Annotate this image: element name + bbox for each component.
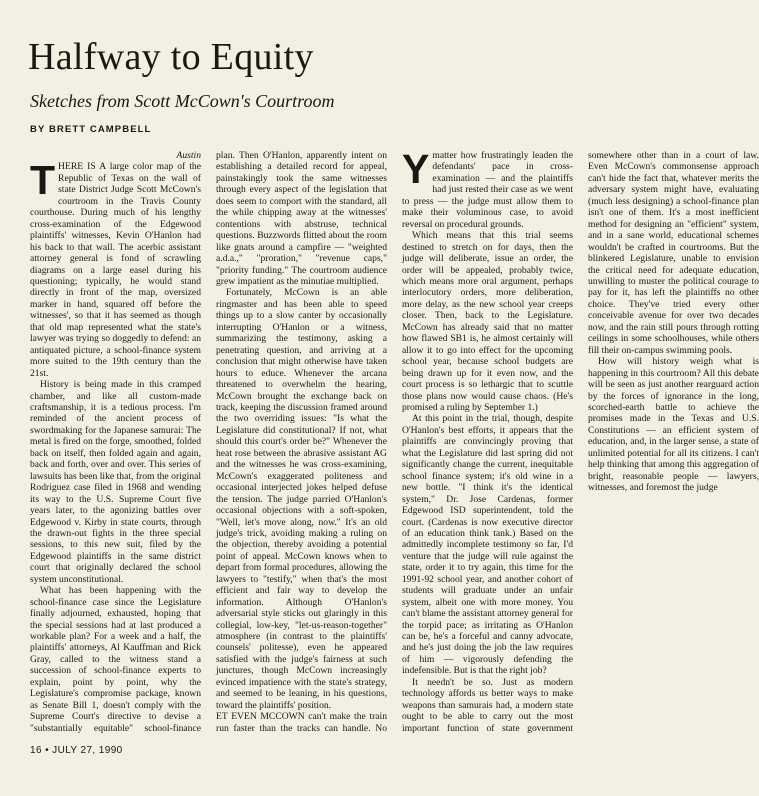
article-paragraph: What has been happening with the school-finance case since the Legislature finally adjourned, exhausted, hoping that the special sessions had at last produced a workable plan? For a week and a half, the plaintiffs' attorneys, Al Kauffman and Rick Gray, called to the witness stand a succession of school-finance experts to explain, point by point, why the Legislature's compromise package, known as Senate Bill 1, doesn't comply with the Supreme Court's directive to devise a "substantially equitable" school-finance plan. Then O'Hanlon, apparently intent on establishing a detailed record for appeal, painstakingly took the same witnesses through every aspect of the legislation that does seem to comport with the standard, all the while chipping away at the witnesses' contentions with abstruse, technical questions. Buzzwords flitted about the room like gnats around a campfire — "weighted a.d.a.," "proration," "revenue caps," "priority funding." The courtroom audience grew impatient as the minutiae multiplied. bbox=[30, 150, 387, 734]
article-dateline: Austin bbox=[176, 150, 201, 161]
article-headline: Halfway to Equity bbox=[28, 36, 314, 78]
article-paragraph: THERE IS A large color map of the Republic of Texas on the wall of state District Judge Scott McCown's courtroom in the Travis County courthouse. During much of his lengthy cross-examination of the Edgewood plaintiffs' witnesses, Kevin O'Hanlon had his back to that wall. The acerbic assistant attorney general is fond of scrawling diagrams on a large easel during his questioning; typically, he would stand directly in front of the map, oversized marker in hand, squared off before the witnesses', so that it has seemed as though that old map represented what the state's lawyer was trying so doggedly to defend: an antiquated picture, a school-finance system more suited to the 19th century than the 21st. bbox=[30, 157, 201, 379]
article-paragraph: Which means that this trial seems destined to stretch on for days, then the judge will deliberate, issue an order, the order will be appealed, probably twice, which means more oral argument, perhaps interlocutory orders, more deliberation, more delay, as the new school year creeps closer. Then, back to the Legislature. McCown has already said that no matter how flawed SB1 is, he almost certainly will allow it to go into effect for the upcoming school year, because school budgets are being drawn up for it even now, and the court process is so lethargic that to scuttle those plans now would cause chaos. (He's promised a ruling by September 1.) bbox=[402, 230, 573, 413]
article-byline: BY BRETT CAMPBELL bbox=[30, 124, 152, 135]
article-deck: Sketches from Scott McCown's Courtroom bbox=[30, 91, 335, 111]
article-body bbox=[30, 146, 759, 738]
article-paragraph: History is being made in this cramped chamber, and like all custom-made craftsmanship, it is a tedious process. I'm reminded of the ancient process of swordmaking for the Japanese samurai: The metal is fired on the forge, smoothed, folded back on itself, then folded again and again, back and forth, over and over. This series of lawsuits has been like that, from the original Rodriguez case filed in 1968 and wending its way to the U.S. Supreme Court five years later, to the agonizing battles over Edgewood v. Kirby in state courts, through the drawn-out fights in the three special sessions, to this new suit, filed by the Edgewood plaintiffs in the same district court that originally declared the school system unconstitutional. bbox=[30, 379, 201, 585]
article-paragraph: At this point in the trial, though, despite O'Hanlon's best efforts, it appears that the plaintiffs are convincingly proving that what the Legislature did last spring did not significantly change the current, inequitable school finance system; it's old wine in a new bottle. "I think it's the identical system," Dr. Jose Cardenas, former Edgewood ISD superintendent, told the court. (Cardenas is now executive director of an education think tank.) Based on the admittedly incomplete testimony so far, I'd venture that the judge will rule against the state, order it to try again, this time for the 1991-92 school year, and another cohort of students will graduate under an unfair system, albeit one with more money. You can't blame the assistant attorney general for the torpid pace; as irritating as O'Hanlon can be, he's a forceful and canny advocate, and he's just doing the job the law requires of him — vigorously defending the indefensible. But is that the right job? bbox=[402, 413, 573, 677]
article-paragraph: How will history weigh what is happening in this courtroom? All this debate will be seen as just another rearguard action by the forces of ignorance in the long, scorched-earth battle to achieve the promises made in the Texas and U.S. Constitutions — an efficient system of education, and, in the larger sense, a state of unlimited potential for all its citizens. I can't help thinking that among this aggregation of bright, reasonable people — lawyers, witnesses, and foremost the judge bbox=[588, 356, 759, 494]
article-paragraph: It needn't be so. Just as modern technology affords us better ways to make weapons than samurais had, a modern state ought to be able to carry out the most important function of state government somewhere other than in a court of law. Even McCown's commonsense approach can't hide the fact that, whatever merits the adversary system might have, evaluating (much less designing) a school-finance plan isn't one of them. It's a most inefficient method for designing an "efficient" system, and in a sane world, educational schemes wouldn't be crafted in courtrooms. But the blinkered Legislature, unable to envision the critical need for adequate education, unwilling to muster the political courage to pay for it, has left the plaintiffs no other choice. They've tried every other conceivable avenue for over two decades now, and the rain still pours through rotting ceilings in some schoolhouses, while others fill their on-campus swimming pools. bbox=[402, 150, 759, 734]
page-folio: 16 • JULY 27, 1990 bbox=[30, 745, 123, 756]
article-paragraph: YET EVEN MCCOWN can't make the train run faster than the tracks can handle. No matter how frustratingly leaden the defendants' pace in cross-examination — and the plaintiffs had just rested their case as we went to press — the judge must allow them to make their voluminous case, to avoid reversal on procedural grounds. bbox=[216, 146, 573, 734]
article-paragraph: Fortunately, McCown is an able ringmaster and has been able to speed things up to a slow canter by occasionally interrupting O'Hanlon or a witness, summarizing the testimony, asking a penetrating question, and arriving at a conclusion that might otherwise have taken hours to educe. Whenever the arcana threatened to overwhelm the hearing, McCown brought the exchange back on track, keeping the discussion framed around the two overriding issues: "Is what the Legislature did constitutional? If not, what should this court's order be?" Whenever the heat rose between the abrasive assistant AG and the witnesses he was cross-examining, McCown's exaggerated politeness and occasional interjected jokes helped defuse the tension. The judge parried O'Hanlon's occasional objections with a soft-spoken, "Well, let's move along, now." It's an old judge's trick, avoiding making a ruling on the objection, thereby avoiding a potential point of appeal. McCown knows when to depart from formal procedures, allowing the lawyers to "testify," when that's the most efficient and fair way to develop the information. Although O'Hanlon's adversarial style sticks out glaringly in this collegial, low-key, "let-us-reason-together" atmosphere (in contrast to the plaintiffs' counsels' politesse), even he appeared satisfied with the judge's fairness at such junctures, though McCown increasingly evinced impatience with the state's strategy, and seemed to be leaning, in his questions, toward the plaintiffs' position. bbox=[216, 287, 387, 711]
